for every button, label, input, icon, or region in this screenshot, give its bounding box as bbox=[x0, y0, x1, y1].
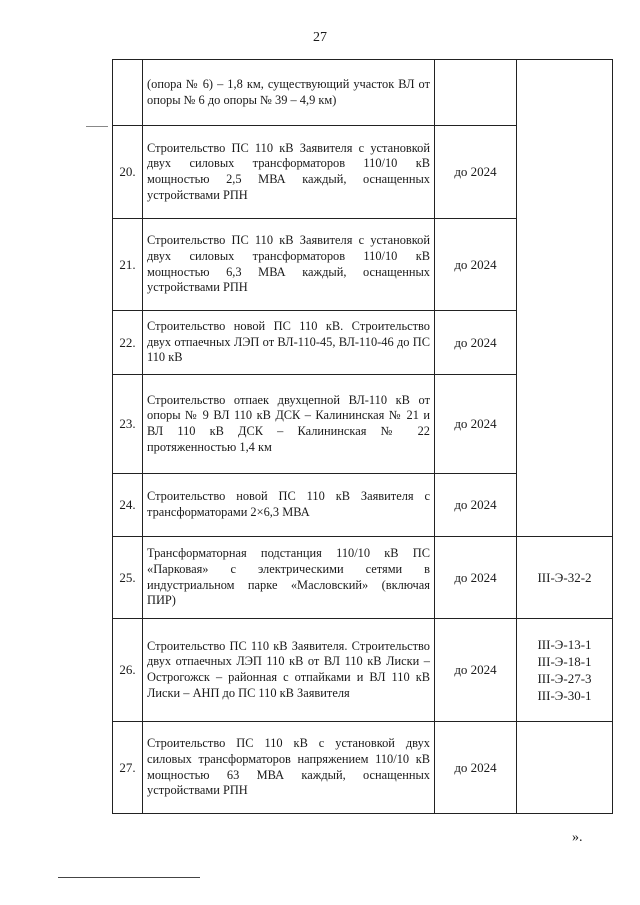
table-row-continuation bbox=[113, 60, 613, 126]
row-description: Строительство ПС 110 кВ Заявителя с установкой двух силовых трансформаторов 110/10 кВ мощностью 2,5 МВА каждый, оснащенных устройствами РПН bbox=[143, 126, 435, 219]
row-number: 20. bbox=[113, 126, 143, 219]
row-date: до 2024 bbox=[435, 722, 517, 814]
row-code bbox=[517, 722, 613, 814]
row-description: Строительство ПС 110 кВ Заявителя. Строительство двух отпаечных ЛЭП 110 кВ от ВЛ 110 кВ Лиски – Острогожск – районная с отпайками и ВЛ 110 кВ Лиски – АНП до ПС 110 кВ Заявителя bbox=[143, 619, 435, 722]
row-number: 22. bbox=[113, 311, 143, 375]
row-number: 25. bbox=[113, 537, 143, 619]
row-date bbox=[435, 60, 517, 126]
page-number: 27 bbox=[313, 30, 327, 45]
row-date: до 2024 bbox=[435, 219, 517, 311]
row-description: Строительство отпаек двухцепной ВЛ-110 кВ от опоры № 9 ВЛ 110 кВ ДСК – Калининская № 21 и ВЛ 110 кВ ДСК – Калининская № 22 протяженностью 1,4 км bbox=[143, 375, 435, 474]
row-code-item: III-Э-18-1 bbox=[537, 654, 592, 669]
row-code-item: III-Э-13-1 bbox=[537, 637, 592, 652]
row-code-item: III-Э-32-2 bbox=[537, 570, 592, 585]
row-number: 27. bbox=[113, 722, 143, 814]
table-row-25 bbox=[113, 537, 613, 619]
row-code bbox=[517, 537, 613, 619]
footer-rule bbox=[58, 877, 200, 878]
row-number-cell bbox=[113, 60, 143, 126]
margin-mark bbox=[86, 126, 108, 127]
row-description: Трансформаторная подстанция 110/10 кВ ПС «Парковая» с электрическими сетями в индустриальном парке «Масловский» (включая ПИР) bbox=[143, 537, 435, 619]
row-code bbox=[517, 619, 613, 722]
row-date: до 2024 bbox=[435, 126, 517, 219]
row-date: до 2024 bbox=[435, 474, 517, 537]
row-number: 23. bbox=[113, 375, 143, 474]
row-description: Строительство новой ПС 110 кВ. Строительство двух отпаечных ЛЭП от ВЛ-110-45, ВЛ-110-46 до ПС 110 кВ bbox=[143, 311, 435, 375]
row-description: Строительство ПС 110 кВ Заявителя с установкой двух силовых трансформаторов 110/10 кВ мощностью 6,3 МВА каждый, оснащенных устройствами РПН bbox=[143, 219, 435, 311]
row-code-item: III-Э-30-1 bbox=[537, 688, 592, 703]
table-row-27 bbox=[113, 722, 613, 814]
row-code-merged bbox=[517, 60, 613, 537]
row-date: до 2024 bbox=[435, 375, 517, 474]
table-row-26 bbox=[113, 619, 613, 722]
closing-quote: ». bbox=[572, 830, 583, 845]
row-description: (опора № 6) – 1,8 км, существующий участок ВЛ от опоры № 6 до опоры № 39 – 4,9 км) bbox=[143, 60, 435, 126]
row-date: до 2024 bbox=[435, 619, 517, 722]
row-date: до 2024 bbox=[435, 537, 517, 619]
row-code-item: III-Э-27-3 bbox=[537, 671, 592, 686]
row-description: Строительство ПС 110 кВ с установкой двух силовых трансформаторов напряжением 110/10 кВ мощностью 63 МВА каждый, оснащенных устройствами РПН bbox=[143, 722, 435, 814]
row-number: 24. bbox=[113, 474, 143, 537]
row-number: 26. bbox=[113, 619, 143, 722]
projects-table bbox=[112, 59, 613, 814]
row-date: до 2024 bbox=[435, 311, 517, 375]
row-description: Строительство новой ПС 110 кВ Заявителя с трансформаторами 2×6,3 МВА bbox=[143, 474, 435, 537]
row-number: 21. bbox=[113, 219, 143, 311]
